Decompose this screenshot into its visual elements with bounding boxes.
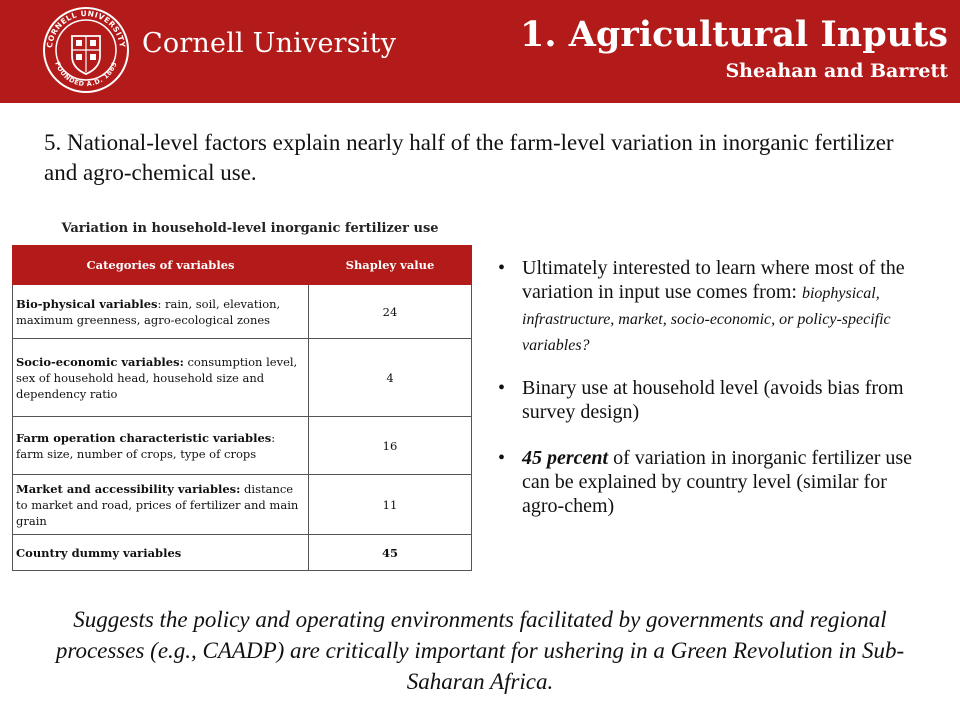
shapley-value-emphasis: 45 — [381, 545, 398, 560]
university-name: Cornell University — [142, 28, 397, 59]
shapley-value — [309, 535, 472, 571]
slide-subtitle: Sheahan and Barrett — [725, 60, 948, 82]
category-name: Bio-physical variables — [16, 296, 158, 311]
table-row — [13, 339, 472, 417]
shapley-value: 11 — [309, 475, 472, 535]
table-header-row — [13, 246, 472, 285]
bullet-emphasis: 45 percent — [522, 447, 609, 469]
shapley-value: 24 — [309, 285, 472, 339]
category-detail: consumption level, sex of household head, household size and dependency ratio — [16, 354, 298, 401]
cornell-seal-logo — [42, 6, 130, 94]
category-name: Market and accessibility variables: — [16, 481, 241, 496]
category-name: Farm operation characteristic variables — [16, 430, 272, 445]
category-detail: : farm size, number of crops, type of crops — [16, 430, 276, 461]
table-row — [13, 285, 472, 339]
bullet-subtext: biophysical, infrastructure, market, socio-economic, or policy-specific variables? — [522, 285, 891, 354]
category-name: Country dummy variables — [16, 545, 182, 560]
table-row — [13, 475, 472, 535]
shapley-table — [12, 245, 472, 571]
bullet-list — [492, 256, 932, 518]
column-header-categories: Categories of variables — [13, 246, 309, 285]
main-point: 5. National-level factors explain nearly half of the farm-level variation in inorganic fertilizer and agro-chemical use. — [44, 130, 894, 185]
shapley-value: 16 — [309, 417, 472, 475]
category-detail: distance to market and road, prices of fertilizer and main grain — [16, 481, 299, 528]
bullet-item — [492, 376, 932, 424]
category-cell — [13, 475, 309, 535]
header-bar — [0, 0, 960, 103]
svg-text:FOUNDED A.D. 1865: FOUNDED A.D. 1865 — [53, 60, 119, 89]
conclusion-text: Suggests the policy and operating environments facilitated by governments and regional processes (e.g., CAADP) are critically important for ushering in a Green Revolution in Sub-Saharan Africa. — [55, 607, 905, 694]
table-row — [13, 535, 472, 571]
table-row — [13, 417, 472, 475]
slide-title: 1. Agricultural Inputs — [520, 14, 948, 55]
category-cell — [13, 339, 309, 417]
bullet-item — [492, 446, 932, 518]
shapley-value: 4 — [309, 339, 472, 417]
category-cell — [13, 417, 309, 475]
svg-text:CORNELL UNIVERSITY: CORNELL UNIVERSITY — [44, 8, 128, 49]
bullet-item — [492, 256, 932, 358]
category-cell — [13, 535, 309, 571]
column-header-shapley: Shapley value — [309, 246, 472, 285]
category-detail: : rain, soil, elevation, maximum greenness, agro-ecological zones — [16, 296, 281, 327]
bullet-text: Ultimately interested to learn where most of the variation in input use comes from: — [522, 257, 905, 303]
table-caption: Variation in household-level inorganic fertilizer use — [61, 221, 439, 236]
category-name: Socio-economic variables: — [16, 354, 184, 369]
bullet-text: of variation in inorganic fertilizer use can be explained by country level (similar for agro-chem) — [522, 447, 913, 517]
category-cell — [13, 285, 309, 339]
bullet-text: Binary use at household level (avoids bias from survey design) — [522, 377, 904, 423]
